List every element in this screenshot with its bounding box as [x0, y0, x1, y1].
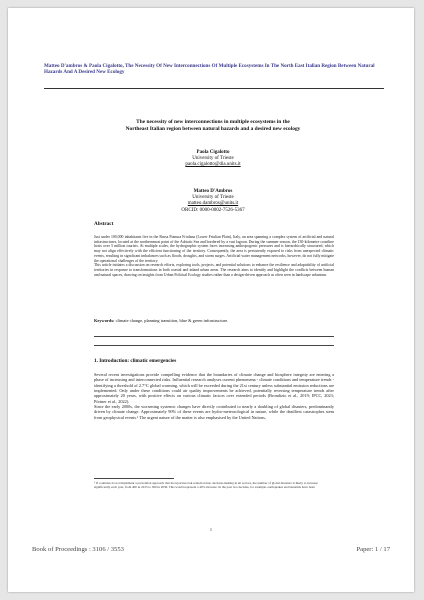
intro-heading: 1. Introduction: climatic emergencies	[94, 358, 177, 364]
author-email-link[interactable]: matteo.dambros@units.it	[187, 201, 239, 207]
intro-body	[94, 372, 334, 420]
author-affiliation: University of Trieste	[192, 156, 234, 162]
author-email-link[interactable]: paola.cigalotto@dia.units.it	[185, 162, 241, 168]
running-head: Matteo D'ambros & Paola Cigalotto, The Necessity Of New Interconnections Of Multiple Ecosystems In The North East Italian Region Between Natural Hazards And A Desired New Ecology	[44, 63, 375, 75]
paper-title	[68, 119, 358, 133]
author-block-1	[88, 150, 338, 169]
author-name: Paola Cigalotto	[196, 150, 230, 155]
abstract-text	[94, 235, 334, 277]
abstract-paragraph-1: Just under 100,000 inhabitants live in the Bassa Pianura Friulana (Lower Friulian Plain), Italy, an area spanning a complex system of artificial and natural infrastructures, located at the northernmost point of the Adriatic Sea and bordered by a vast lagoon. During the summer season, the 130-kilometre coastline hosts over 5 million tourists. At multiple scales, the hydrographic system faces increasing anthropogenic pressures and is hierarchically structured, which may not align effectively with the efficient functioning of the territory. Consequently, the area is persistently exposed to risks from unexpected climatic events, resulting in significant imbalances such as floods, droughts, and storm surges. Artificial water management networks, however, do not fully mitigate the operational challenges of the territory.	[94, 235, 334, 263]
keywords-text: climate change, planning transition, blue & green infrastructure.	[115, 318, 229, 323]
abstract-heading: Abstract	[94, 221, 114, 227]
footnote: ¹ If countries do not implement a prevention approach that incorporates risk reduction into decision-making in all sectors, the number of global disasters is likely to increase significantly each year, from 400 in 2015 to 560 in 2030. This would represent a 40% increase. In the past two decades, for example, earthquakes and tsunamis have been	[94, 481, 318, 490]
paper-page	[8, 8, 414, 592]
paper-title-line-1: The necessity of new interconnections in multiple ecosystems in the	[136, 119, 290, 125]
author-block-2	[88, 189, 338, 214]
author-affiliation: University of Trieste	[192, 195, 234, 201]
intro-paragraph-2: Since the early 2000s, the worsening systemic changes have directly contributed to nearly a doubling of global disasters, predominantly driven by climate change. Approximately 90% of these events are hydro-meteorological in nature, while the deadliest catastrophes stem from geophysical events.¹ The urgent nature of the matter is also emphasised by the United Nations,	[94, 404, 334, 420]
footnote-divider	[94, 478, 174, 479]
section-divider-top	[94, 336, 334, 337]
section-divider-bottom	[94, 345, 334, 346]
intro-paragraph-1: Several recent investigations provide compelling evidence that the boundaries of climate change and biosphere integrity are entering a phase of increasing and interconnected risks. Influential research analyses current phenomena - climate conditions and temperature trends - identifying a threshold of 2.7°C global warming, which will be exceeded during the 21st century unless substantial emission reductions are implemented. Only under these conditions could air quality improvements be achieved, potentially reversing temperature trends after approximately 20 years, with positive effects on various climatic factors over extended periods (Brondizio et al., 2019; IPCC, 2023; Pörtner et al., 2022).	[94, 372, 334, 404]
author-orcid: ORCID: 0000-0002-7526-5367	[181, 207, 245, 213]
abstract-paragraph-2: This article initiates a discussion on research efforts, exploring tools, projects, and potential solutions to enhance the resilience and adaptability of artificial territories in response to transformations in both coastal and inland urban areas. The research aims to identify and highlight the conflicts between human and natural spaces, drawing on insights from Urban Political Ecology studies rather than a design-driven approach as often seen in landscape urbanism.	[94, 263, 334, 277]
author-name: Matteo D'Ambros	[193, 189, 233, 194]
proceedings-page-label: Book of Proceedings : 3106 / 3553	[32, 546, 124, 553]
paper-page-label: Paper: 1 / 17	[356, 546, 390, 553]
header-divider	[44, 88, 384, 89]
keywords-line	[94, 318, 334, 323]
keywords-label: Keywords:	[94, 318, 115, 323]
paper-title-line-2: Northeast Italian region between natural hazards and a desired new ecology	[125, 126, 301, 132]
page-number: 1	[209, 527, 213, 532]
